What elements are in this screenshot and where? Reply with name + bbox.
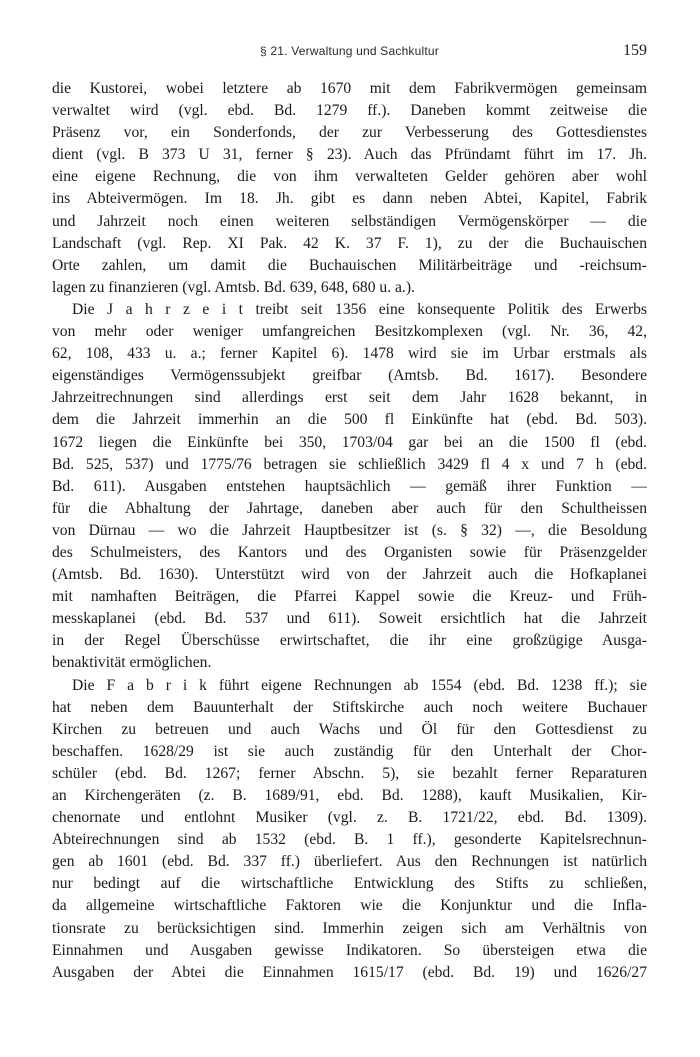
text-line: 62, 108, 433 u. a.; ferner Kapitel 6). 1478 wird sie im Urbar erstmals als (52, 345, 647, 363)
text-line: eine eigene Rechnung, die von ihm verwalteten Gelder gehören aber wohl (52, 168, 647, 186)
text-line: die Kustorei, wobei letztere ab 1670 mit dem Fabrikvermögen gemeinsam (52, 80, 647, 97)
text-line: an Kirchengeräten (z. B. 1689/91, ebd. Bd. 1288), kauft Musikalien, Kir- (52, 787, 647, 804)
text-line: Bd. 525, 537) und 1775/76 betragen sie schließlich 3429 fl 4 x und 7 h (ebd. (52, 455, 647, 473)
text-line: (Amtsb. Bd. 1630). Unterstützt wird von der Jahrzeit auch die Hofkaplanei (52, 566, 647, 584)
text-line: Bd. 611). Ausgaben entstehen hauptsächlich — gemäß ihrer Funktion — (52, 477, 647, 495)
text-line: verwaltet wird (vgl. ebd. Bd. 1279 ff.). Daneben kommt zeitweise die (52, 102, 647, 120)
text-line: tionsrate zu berücksichtigen sind. Immerhin zeigen sich am Verhältnis von (52, 919, 647, 937)
text-line: Kirchen zu betreuen und auch Wachs und Öl für den Gottesdienst zu (52, 720, 647, 738)
text-line: von mehr oder weniger umfangreichen Besitzkomplexen (vgl. Nr. 36, 42, (52, 323, 647, 341)
page-header (52, 42, 647, 66)
text-line: da allgemeine wirtschaftliche Faktoren wie die Konjunktur und die Infla- (52, 897, 647, 915)
running-title: § 21. Verwaltung und Sachkultur (260, 44, 439, 58)
body-text (52, 78, 647, 984)
text-line: in der Regel Überschüsse erwirtschaftet, die ihr eine großzügige Ausga- (52, 632, 647, 650)
text-line: Abteirechnungen sind ab 1532 (ebd. B. 1 ff.), gesonderte Kapitelsrechnun- (52, 831, 647, 849)
text-line: benaktivität ermöglichen. (52, 654, 212, 672)
text-line: Orte zahlen, um damit die Buchauischen Militärbeiträge und -reichsum- (52, 256, 647, 274)
text-line: für die Abhaltung der Jahrtage, daneben aber auch für den Schultheissen (52, 499, 647, 517)
text-line: gen ab 1601 (ebd. Bd. 337 ff.) überliefert. Aus den Rechnungen ist natürlich (52, 853, 647, 871)
text-line: messkaplanei (ebd. Bd. 537 und 611). Soweit ersichtlich hat die Jahrzeit (52, 610, 647, 628)
text-line: Jahrzeitrechnungen sind allerdings erst seit dem Jahr 1628 bekannt, in (52, 389, 647, 407)
text-line: eigenständiges Vermögenssubjekt greifbar (Amtsb. Bd. 1617). Besondere (52, 367, 647, 385)
text-line: chenornate und entlohnt Musiker (vgl. z. B. 1721/22, ebd. Bd. 1309). (52, 809, 647, 827)
text-line: Präsenz vor, ein Sonderfonds, der zur Verbesserung des Gottesdienstes (52, 124, 647, 142)
text-line: Die F a b r i k führt eigene Rechnungen ab 1554 (ebd. Bd. 1238 ff.); sie (72, 676, 647, 694)
text-line: dem die Jahrzeit immerhin an die 500 fl Einkünfte hat (ebd. Bd. 503). (52, 411, 647, 429)
text-line: ins Abteivermögen. Im 18. Jh. gibt es dann neben Abtei, Kapitel, Fabrik (52, 190, 647, 208)
text-line: des Schulmeisters, des Kantors und des Organisten sowie für Präsenzgelder (52, 543, 647, 561)
text-line: Einnahmen und Ausgaben gewisse Indikatoren. So übersteigen etwa die (52, 941, 647, 959)
text-line: Die J a h r z e i t treibt seit 1356 eine konsequente Politik des Erwerbs (72, 300, 647, 318)
text-line: mit namhaften Beiträgen, die Pfarrei Kappel sowie die Kreuz- und Früh- (52, 588, 647, 606)
text-line: beschaffen. 1628/29 ist sie auch zuständig für den Unterhalt der Chor- (52, 742, 647, 760)
text-line: hat neben dem Bauunterhalt der Stiftskirche auch noch weitere Buchauer (52, 698, 647, 716)
text-line: nur bedingt auf die wirtschaftliche Entwicklung des Stifts zu schließen, (52, 875, 647, 893)
text-line: und Jahrzeit noch einen weiteren selbständigen Vermögenskörper — die (52, 212, 647, 230)
text-line: dient (vgl. B 373 U 31, ferner § 23). Auch das Pfründamt führt im 17. Jh. (52, 146, 647, 164)
text-line: 1672 liegen die Einkünfte bei 350, 1703/04 gar bei an die 1500 fl (ebd. (52, 433, 647, 451)
text-line: Ausgaben der Abtei die Einnahmen 1615/17 (ebd. Bd. 19) und 1626/27 (52, 963, 647, 981)
text-line: schüler (ebd. Bd. 1267; ferner Abschn. 5), sie bezahlt ferner Reparaturen (52, 764, 647, 782)
text-line: lagen zu finanzieren (vgl. Amtsb. Bd. 639, 648, 680 u. a.). (52, 278, 415, 296)
text-line: von Dürnau — wo die Jahrzeit Hauptbesitzer ist (s. § 32) —, die Besoldung (52, 521, 647, 539)
text-line: Landschaft (vgl. Rep. XI Pak. 42 K. 37 F. 1), zu der die Buchauischen (52, 234, 647, 252)
page-number: 159 (623, 42, 647, 59)
